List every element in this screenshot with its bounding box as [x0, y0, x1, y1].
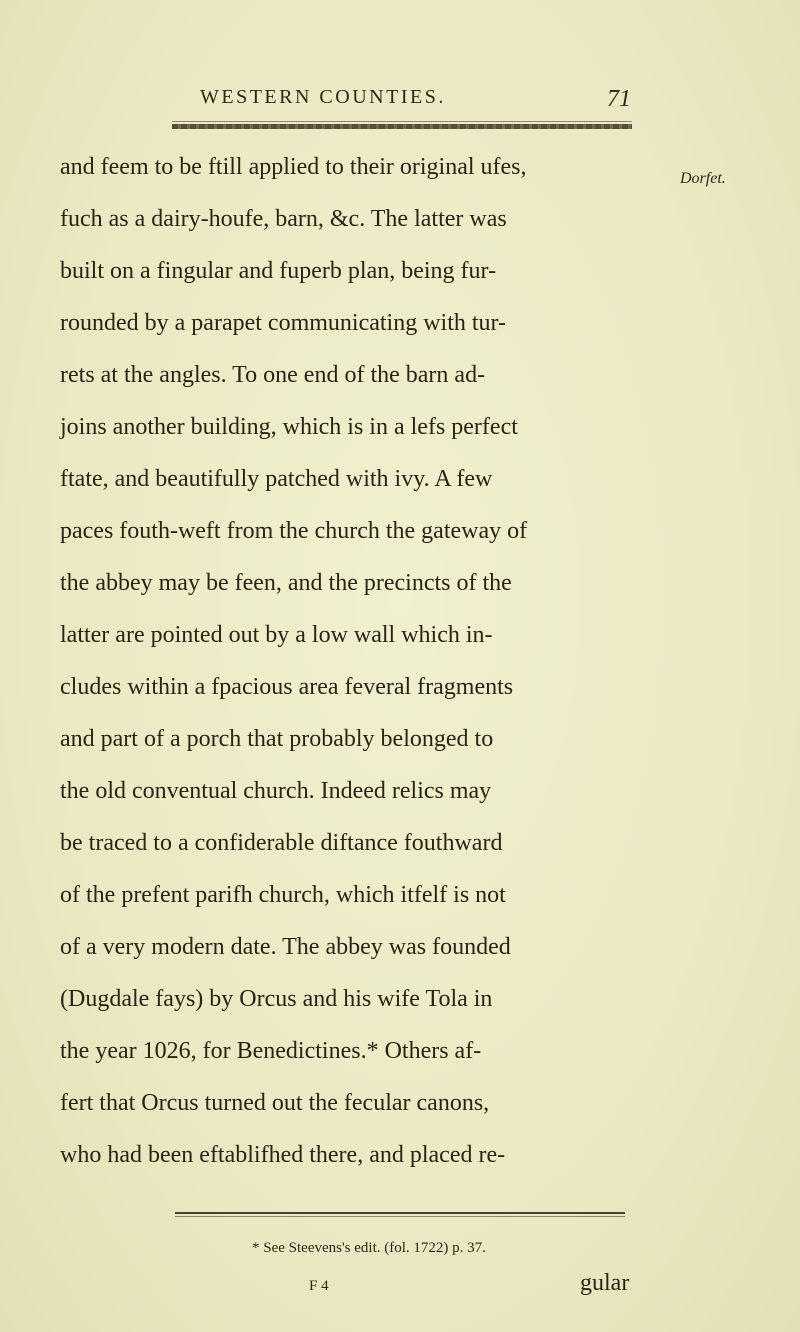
margin-note: Dorfet. [680, 170, 726, 187]
text-line: be traced to a confiderable diftance fouthward [60, 830, 503, 856]
text-line: paces fouth-weft from the church the gateway of [60, 518, 528, 544]
text-line: rets at the angles. To one end of the barn ad- [60, 362, 486, 388]
text-line: who had been eftablifhed there, and placed re- [60, 1142, 506, 1168]
text-line: cludes within a fpacious area feveral fragments [60, 674, 514, 700]
footnote-rule-thin [175, 1216, 625, 1217]
text-line: latter are pointed out by a low wall which in- [60, 622, 493, 648]
footnote: * See Steevens's edit. (fol. 1722) p. 37. [252, 1240, 486, 1256]
text-line: the old conventual church. Indeed relics may [60, 778, 492, 804]
text-line: (Dugdale fays) by Orcus and his wife Tola in [60, 986, 493, 1012]
text-line: built on a fingular and fuperb plan, being fur- [60, 258, 497, 284]
text-line: the year 1026, for Benedictines.* Others af- [60, 1038, 482, 1064]
text-line: fuch as a dairy-houfe, barn, &c. The latter was [60, 206, 507, 232]
text-line: the abbey may be feen, and the precincts of the [60, 570, 512, 596]
text-line: fert that Orcus turned out the fecular canons, [60, 1090, 490, 1116]
text-line: and part of a porch that probably belonged to [60, 726, 494, 752]
text-line: of a very modern date. The abbey was founded [60, 934, 511, 960]
text-line: ftate, and beautifully patched with ivy. A few [60, 466, 493, 492]
page-number: 71 [607, 86, 631, 112]
footnote-rule [175, 1212, 625, 1214]
text-line: and feem to be ftill applied to their original ufes, [60, 154, 527, 180]
catchword: gular [580, 1270, 630, 1296]
running-title: WESTERN COUNTIES. [200, 86, 446, 108]
text-line: of the prefent parifh church, which itfelf is not [60, 882, 506, 908]
signature-mark: F 4 [309, 1278, 329, 1294]
header-rule [172, 124, 632, 129]
text-line: rounded by a parapet communicating with tur- [60, 310, 507, 336]
text-line: joins another building, which is in a lefs perfect [60, 414, 518, 440]
header-rule-thin [172, 121, 632, 122]
